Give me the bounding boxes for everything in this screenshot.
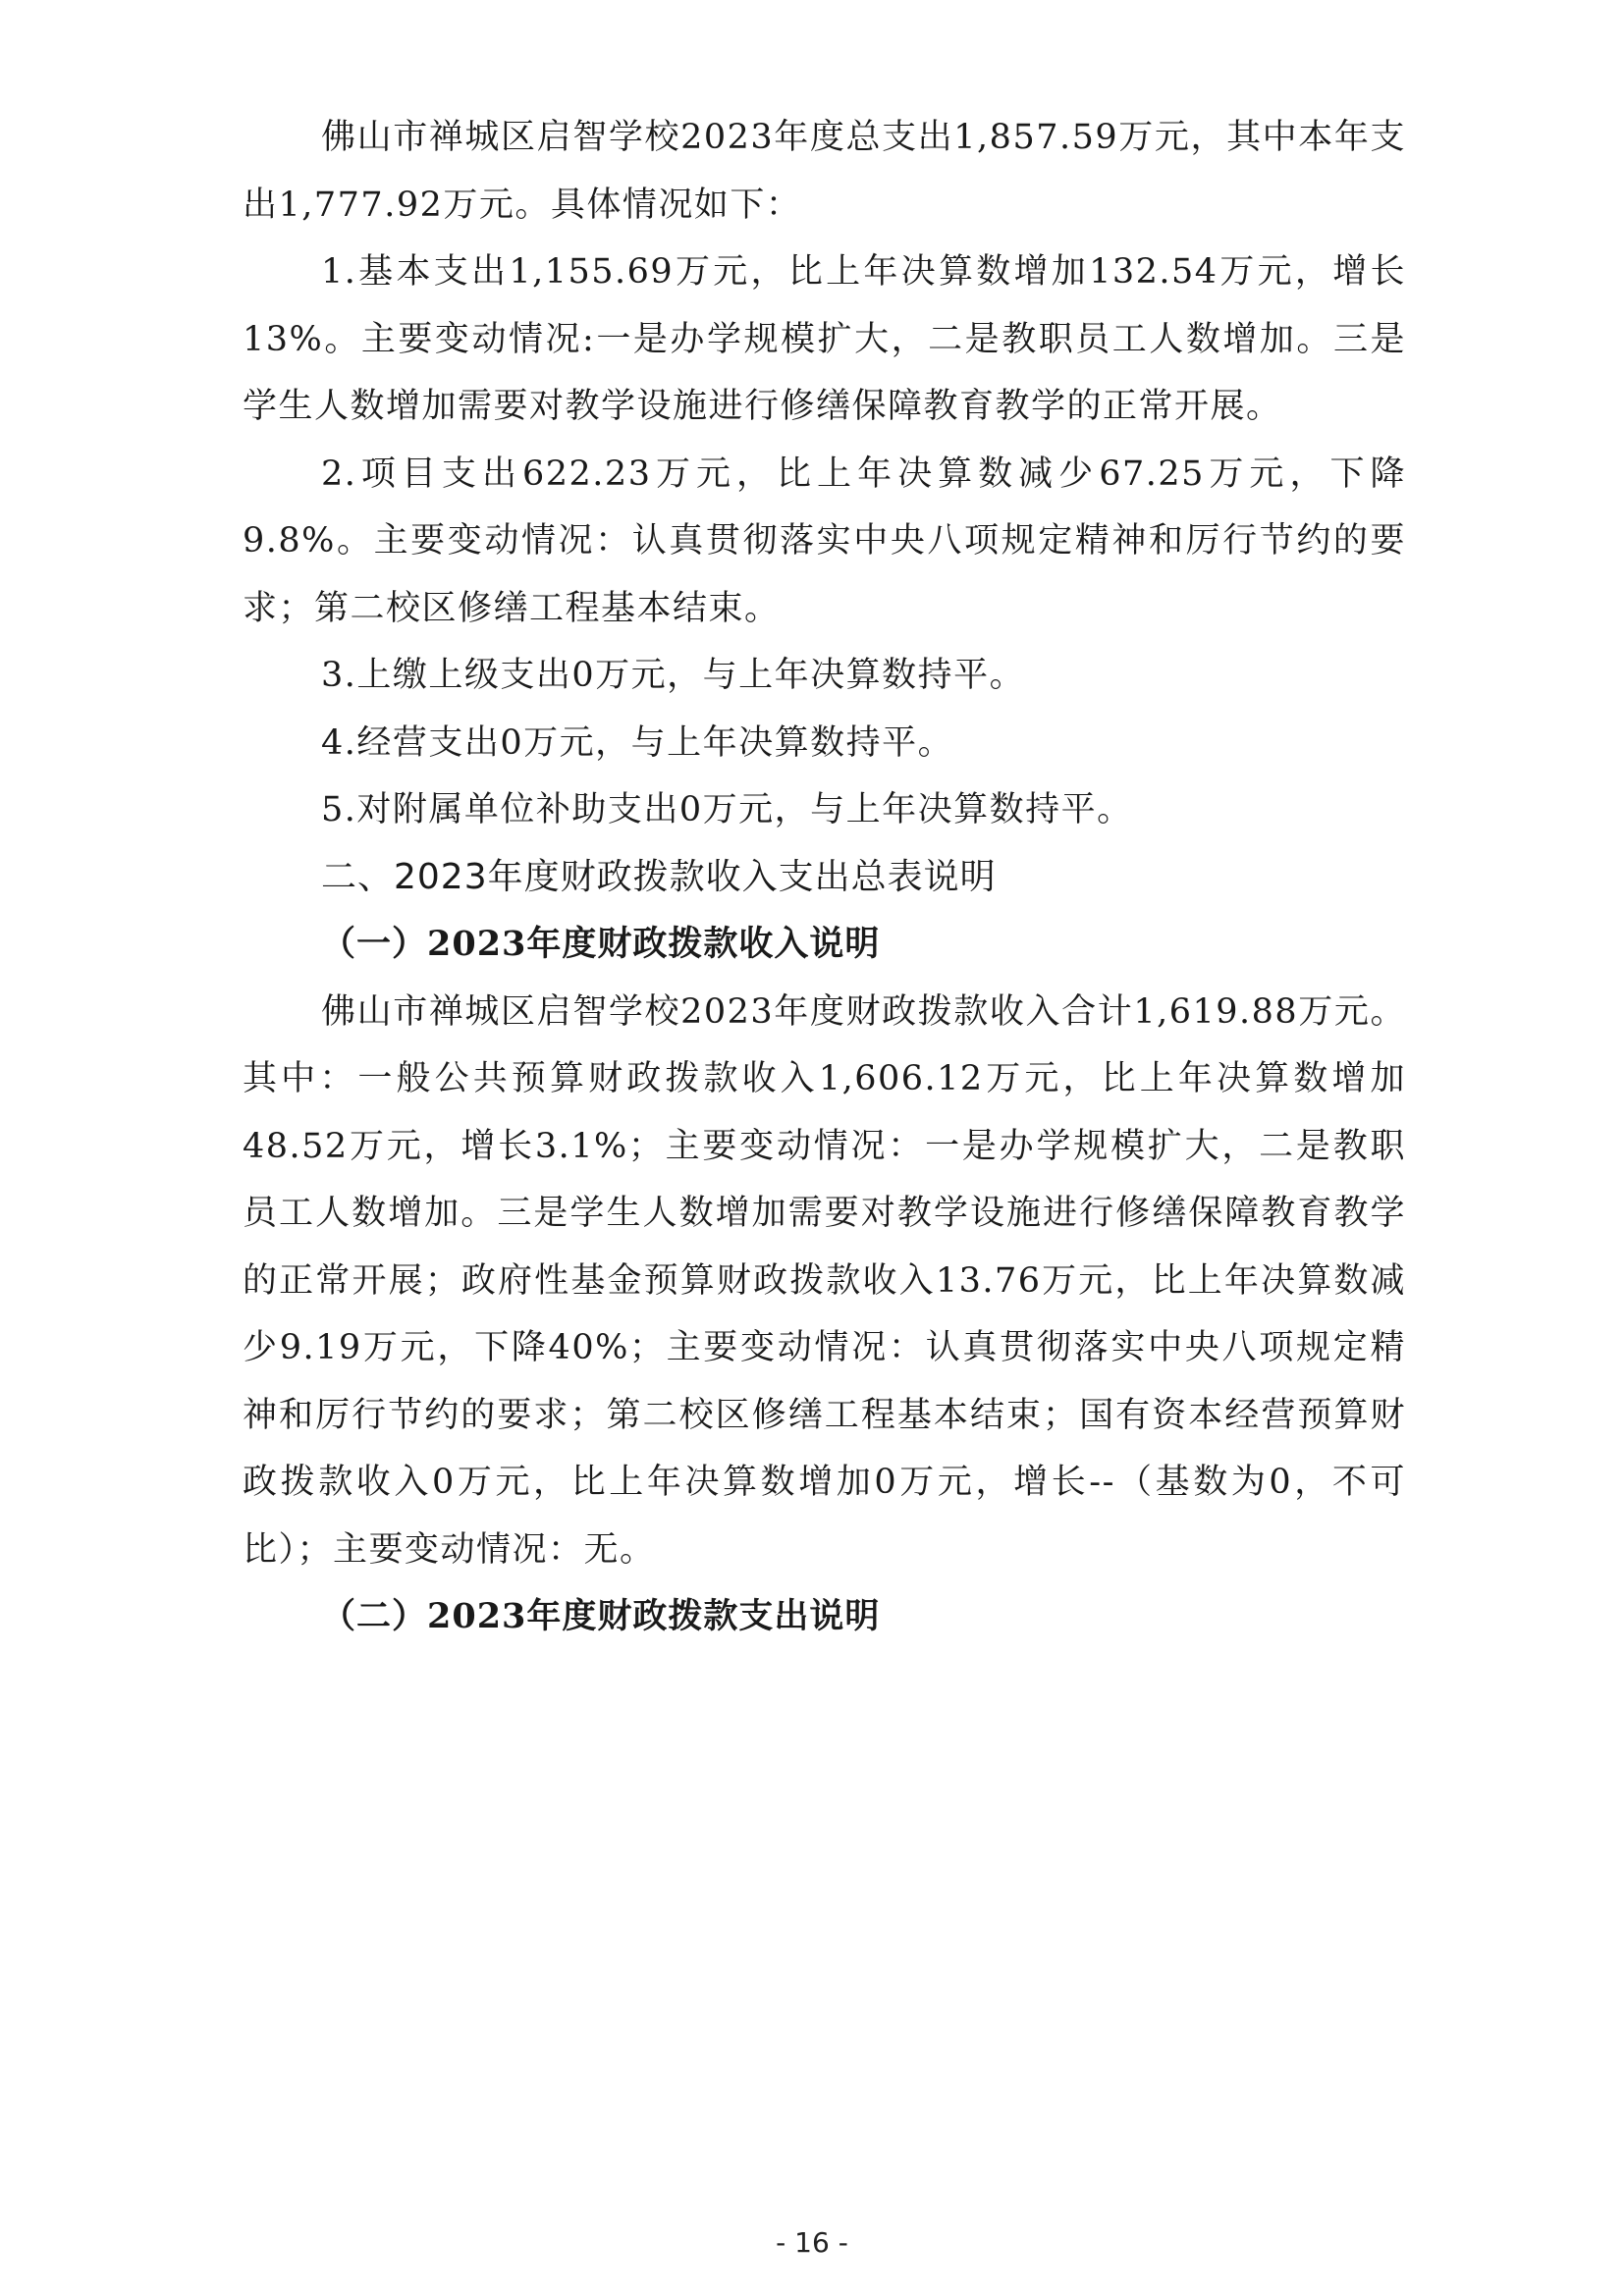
list-item-project-expenditure: 2.项目支出622.23万元，比上年决算数减少67.25万元，下降9.8%。主要变动情况：认真贯彻落实中央八项规定精神和厉行节约的要求；第二校区修缮工程基本结束。: [243, 454, 1406, 628]
document-page: [243, 104, 1406, 1651]
list-item-upper-level-expenditure: 3.上缴上级支出0万元，与上年决算数持平。: [321, 656, 1026, 695]
list-item-subsidiary-expenditure: 5.对附属单位补助支出0万元，与上年决算数持平。: [321, 790, 1133, 829]
section-heading: 二、2023年度财政拨款收入支出总表说明: [321, 856, 997, 897]
subsection-heading-expenditure: （二）2023年度财政拨款支出说明: [321, 1596, 881, 1636]
list-item-operating-expenditure: 4.经营支出0万元，与上年决算数持平。: [321, 722, 954, 763]
subsection-heading-income: （一）2023年度财政拨款收入说明: [321, 924, 881, 964]
page-number: - 16 -: [776, 2226, 848, 2259]
list-item-basic-expenditure: 1.基本支出1,155.69万元，比上年决算数增加132.54万元，增长13%。主要变动情况:一是办学规模扩大，二是教职员工人数增加。三是学生人数增加需要对教学设施进行修缮保障教育教学的正常开展。: [243, 252, 1406, 426]
income-paragraph: 佛山市禅城区启智学校2023年度财政拨款收入合计1,619.88万元。其中：一般公共预算财政拨款收入1,606.12万元，比上年决算数增加48.52万元，增长3.1%；主要变动情况：一是办学规模扩大，二是教职员工人数增加。三是学生人数增加需要对教学设施进行修缮保障教育教学的正常开展；政府性基金预算财政拨款收入13.76万元，比上年决算数减少9.19万元，下降40%；主要变动情况：认真贯彻落实中央八项规定精神和厉行节约的要求；第二校区修缮工程基本结束；国有资本经营预算财政拨款收入0万元，比上年决算数增加0万元，增长--（基数为0，不可比）；主要变动情况：无。: [243, 991, 1406, 1570]
intro-paragraph: 佛山市禅城区启智学校2023年度总支出1,857.59万元，其中本年支出1,777.92万元。具体情况如下：: [243, 118, 1406, 225]
